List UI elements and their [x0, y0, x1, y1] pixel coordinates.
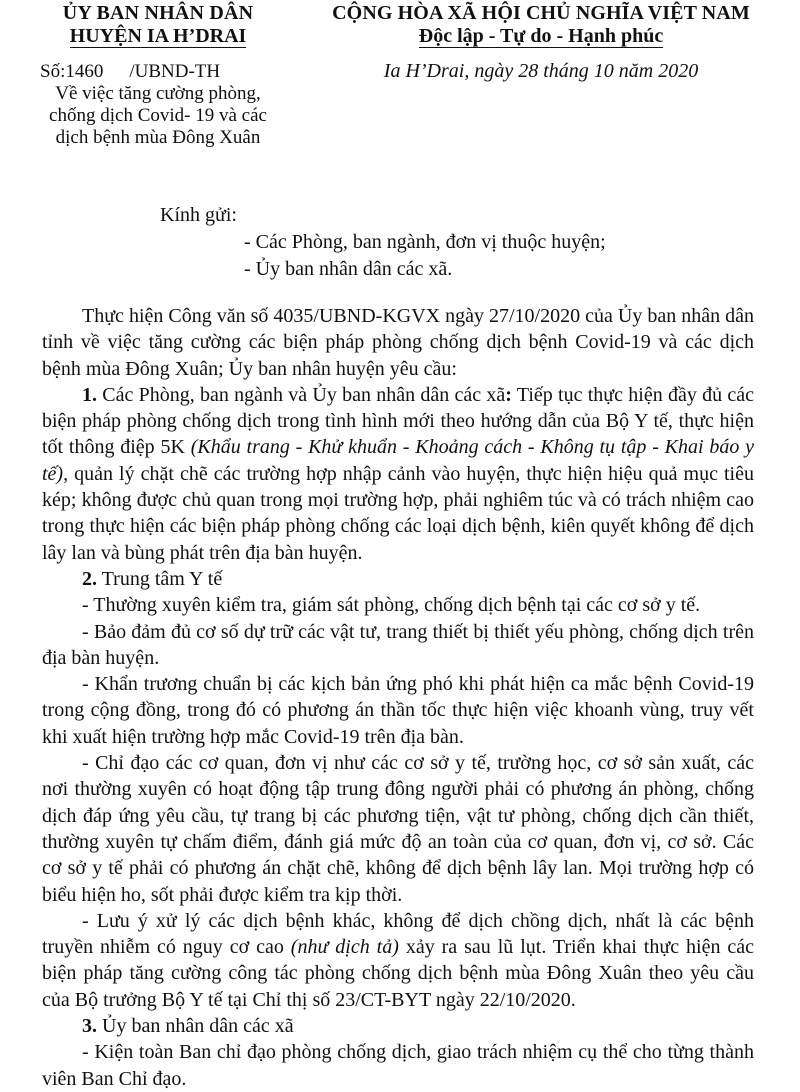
- section-number: 3.: [82, 1015, 97, 1038]
- subject-line: dịch bệnh mùa Đông Xuân: [55, 127, 261, 148]
- section-text: Tiếp tục thực hiện đầy đủ các biện pháp phòng chống dịch trong tình hình mới theo hướng dẫn của Bộ Y tế, thực hiện tốt thông điệp 5K: [42, 383, 754, 459]
- national-heading: [296, 2, 786, 83]
- section-3-heading: [42, 1013, 754, 1039]
- recipient-item: - Ủy ban nhân dân các xã.: [244, 258, 453, 280]
- item-text: - Lưu ý xử lý các dịch bệnh khác, không để dịch chồng dịch, nhất là các bệnh truyền nhiễm có nguy cơ cao: [42, 909, 754, 959]
- list-item: - Kiện toàn Ban chỉ đạo phòng chống dịch, giao trách nhiệm cụ thể cho từng thành viên Ban Chỉ đạo.: [42, 1041, 754, 1090]
- item-text: xảy ra sau lũ lụt. Triển khai thực hiện các biện pháp tăng cường công tác phòng chống dịch bệnh mùa Đông Xuân theo yêu cầu của Bộ trưởng Bộ Y tế tại Chỉ thị số 23/CT-BYT ngày 22/10/2020.: [42, 936, 755, 1011]
- subject-line: Về việc tăng cường phòng,: [55, 83, 261, 104]
- section-1-paragraph: [42, 382, 754, 566]
- document-code: /UBND-TH: [129, 61, 221, 82]
- section-number: 2.: [82, 567, 97, 590]
- recipient-item: - Các Phòng, ban ngành, đơn vị thuộc huyện;: [244, 231, 606, 253]
- list-item: - Thường xuyên kiểm tra, giám sát phòng, chống dịch bệnh tại các cơ sở y tế.: [82, 594, 701, 617]
- nation-name: CỘNG HÒA XÃ HỘI CHỦ NGHĨA VIỆT NAM: [332, 2, 750, 24]
- section-text: quản lý chặt chẽ các trường hợp nhập cảnh vào huyện, thực hiện hiệu quả mục tiêu kép; không được chủ quan trong mọi trường hợp, phải nghiêm túc và có trách nhiệm cao trong thực hiện các biện pháp phòng chống các loại dịch bệnh, kiên quyết không để dịch lây lan và bùng phát trên địa bàn huyện.: [42, 462, 754, 564]
- section-label: Các Phòng, ban ngành và Ủy ban nhân dân các xã: [97, 383, 506, 406]
- section-label: Ủy ban nhân dân các xã: [97, 1015, 294, 1038]
- document-body: [42, 303, 754, 1092]
- document-number: Số:1460: [40, 61, 104, 82]
- list-item: [42, 908, 754, 1013]
- list-item: - Chỉ đạo các cơ quan, đơn vị như các cơ sở y tế, trường học, cơ sở sản xuất, các nơi thường xuyên có hoạt động tập trung đông người phải có phương án phòng, chống dịch đáp ứng yêu cầu, tự trang bị các phương tiện, vật tư phòng, chống dịch cần thiết, thường xuyên tự chấm điểm, đánh giá mức độ an toàn của cơ quan, đơn vị, cơ sở. Các cơ sở y tế phải có phương án chặt chẽ, không để dịch bệnh lây lan. Mọi trường hợp có biểu hiện ho, sốt phải được kiểm tra kịp thời.: [42, 752, 754, 906]
- national-motto: Độc lập - Tự do - Hạnh phúc: [418, 25, 664, 47]
- section-number: 1.: [82, 383, 97, 406]
- subject-line: chống dịch Covid- 19 và các: [49, 105, 267, 126]
- section-colon: :: [505, 383, 512, 406]
- section-2-heading: [42, 566, 754, 592]
- recipients-label: Kính gửi:: [160, 204, 237, 226]
- document-number-line: [18, 60, 298, 83]
- list-item: - Khẩn trương chuẩn bị các kịch bản ứng phó khi phát hiện ca mắc bệnh Covid-19 trong cộng đồng, trong đó có phương án thần tốc thực hiện việc khoanh vùng, truy vết khi xuất hiện trường hợp mắc Covid-19 trên địa bàn.: [42, 673, 754, 748]
- recipients-block: [160, 202, 606, 283]
- issuer-name: ỦY BAN NHÂN DÂN: [62, 2, 254, 24]
- issuer-district: HUYỆN IA H’DRAI: [69, 25, 247, 47]
- document-subject: [18, 83, 298, 149]
- item-italic-text: (như dịch tả): [290, 936, 399, 959]
- issuer-block: [18, 2, 298, 149]
- list-item: - Bảo đảm đủ cơ số dự trữ các vật tư, trang thiết bị thiết yếu phòng, chống dịch trên địa bàn huyện.: [42, 620, 754, 669]
- place-date: Ia H’Drai, ngày 28 tháng 10 năm 2020: [383, 60, 699, 82]
- intro-paragraph: Thực hiện Công văn số 4035/UBND-KGVX ngày 27/10/2020 của Ủy ban nhân dân tỉnh về việc tăng cường các biện pháp phòng chống dịch bệnh Covid-19 và các dịch bệnh mùa Đông Xuân; Ủy ban nhân huyện yêu cầu:: [42, 305, 754, 380]
- section-label: Trung tâm Y tế: [97, 567, 223, 590]
- section-italic-text: (Khẩu trang - Khử khuẩn - Khoảng cách - Không tụ tập - Khai báo y tế),: [42, 436, 754, 485]
